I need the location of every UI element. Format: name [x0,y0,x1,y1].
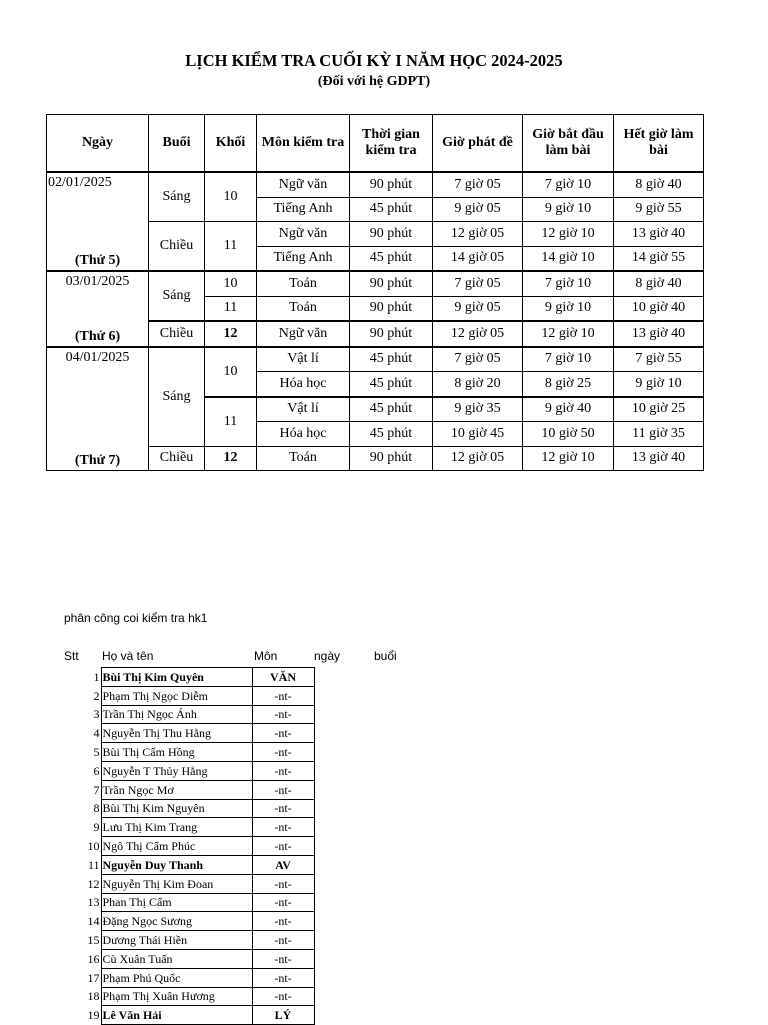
release-cell: 10 giờ 45 [433,422,523,447]
staff-subject: -nt- [252,761,314,780]
grade-cell: 11 [205,296,257,321]
end-cell: 13 giờ 40 [614,446,704,471]
staff-name: Trần Thị Ngọc Ánh [101,705,252,724]
header-cell: Buổi [149,115,205,173]
header-cell: Khối [205,115,257,173]
staff-row [60,931,314,950]
assignment-title: phân công coi kiểm tra hk1 [64,611,208,625]
end-cell: 8 giờ 40 [614,271,704,296]
end-cell: 7 giờ 55 [614,347,704,372]
subject-cell: Toán [257,296,350,321]
duration-cell: 90 phút [350,296,433,321]
header-cell: Ngày [47,115,149,173]
grade-cell: 10 [205,271,257,296]
day-date: 02/01/2025 [48,175,112,190]
staff-subject: -nt- [252,931,314,950]
release-cell: 9 giờ 35 [433,397,523,422]
release-cell: 9 giờ 05 [433,197,523,222]
staff-subject: LÝ [252,1006,314,1025]
staff-row [60,968,314,987]
header-cell: Hết giờ làm bài [614,115,704,173]
staff-row [60,668,314,687]
end-cell: 10 giờ 40 [614,296,704,321]
start-cell: 7 giờ 10 [523,271,614,296]
session-cell: Chiều [149,222,205,272]
header-cell: Giờ bắt đầu làm bài [523,115,614,173]
staff-row [60,818,314,837]
duration-cell: 45 phút [350,397,433,422]
grade-cell: 10 [205,172,257,222]
start-cell: 7 giờ 10 [523,347,614,372]
grade-cell: 11 [205,222,257,272]
staff-number: 19 [87,1008,100,1023]
staff-subject: AV [252,855,314,874]
session-column-header: buổi [374,649,397,663]
day-weekday: (Thứ 7) [74,453,121,468]
exam-schedule-table [46,114,704,471]
staff-number: 4 [93,726,100,741]
subject-cell: Ngữ văn [257,172,350,197]
start-cell: 10 giờ 50 [523,422,614,447]
table-row [47,172,704,197]
subject-cell: Ngữ văn [257,321,350,347]
staff-subject: -nt- [252,705,314,724]
staff-name: Trần Ngọc Mơ [101,780,252,799]
staff-row [60,987,314,1006]
release-cell: 9 giờ 05 [433,296,523,321]
subject-cell: Vật lí [257,347,350,372]
duration-cell: 90 phút [350,321,433,347]
start-cell: 12 giờ 10 [523,222,614,247]
staff-subject: VĂN [252,668,314,687]
day-cell [47,172,149,271]
grade-cell: 11 [205,397,257,447]
staff-name: Dương Thái Hiền [101,931,252,950]
end-cell: 13 giờ 40 [614,321,704,347]
staff-row [60,761,314,780]
staff-name: Nguyễn T Thủy Hằng [101,761,252,780]
duration-cell: 45 phút [350,246,433,271]
table-row [47,271,704,296]
staff-number: 12 [87,876,100,891]
start-cell: 7 giờ 10 [523,172,614,197]
session-cell: Chiều [149,321,205,347]
staff-name: Nguyễn Thị Thu Hằng [101,724,252,743]
document-title: LỊCH KIỂM TRA CUỐI KỲ I NĂM HỌC 2024-2025 [185,51,563,70]
duration-cell: 45 phút [350,372,433,397]
staff-name: Nguyễn Thị Kim Đoan [101,874,252,893]
staff-row [60,705,314,724]
staff-name: Phan Thị Cẩm [101,893,252,912]
subject-column-header: Môn [254,649,278,663]
subject-cell: Hóa học [257,422,350,447]
staff-number: 1 [93,669,100,684]
staff-subject: -nt- [252,949,314,968]
staff-row [60,743,314,762]
staff-row [60,912,314,931]
grade-cell: 12 [205,446,257,471]
day-weekday: (Thứ 5) [74,253,121,268]
subject-cell: Hóa học [257,372,350,397]
duration-cell: 45 phút [350,197,433,222]
table-row [47,347,704,372]
subject-cell: Toán [257,271,350,296]
subject-cell: Ngữ văn [257,222,350,247]
staff-name: Bùi Thị Kim Quyên [101,668,252,687]
staff-subject: -nt- [252,724,314,743]
end-cell: 14 giờ 55 [614,246,704,271]
grade-cell: 10 [205,347,257,397]
release-cell: 7 giờ 05 [433,347,523,372]
staff-subject: -nt- [252,743,314,762]
staff-name: Đặng Ngọc Sương [101,912,252,931]
staff-name: Bùi Thị Cẩm Hồng [101,743,252,762]
staff-name: Ngô Thị Cẩm Phúc [101,837,252,856]
day-weekday: (Thứ 6) [74,328,121,344]
duration-cell: 45 phút [350,422,433,447]
staff-number: 11 [87,857,100,872]
staff-number: 3 [93,707,100,722]
start-cell: 8 giờ 25 [523,372,614,397]
duration-cell: 90 phút [350,271,433,296]
start-cell: 12 giờ 10 [523,446,614,471]
staff-number: 17 [87,970,100,985]
start-cell: 9 giờ 40 [523,397,614,422]
date-column-header: ngày [314,649,341,663]
release-cell: 12 giờ 05 [433,446,523,471]
staff-row [60,949,314,968]
session-cell: Sáng [149,172,205,222]
stt-column-header: Stt [64,649,79,663]
header-cell: Giờ phát đề [433,115,523,173]
staff-subject: -nt- [252,686,314,705]
staff-name: Nguyễn Duy Thanh [101,855,252,874]
staff-number: 16 [87,951,100,966]
header-row [47,115,704,173]
day-date: 03/01/2025 [65,274,130,289]
end-cell: 9 giờ 10 [614,372,704,397]
staff-name: Cù Xuân Tuấn [101,949,252,968]
staff-number: 8 [93,801,100,816]
staff-number: 18 [87,989,100,1004]
duration-cell: 90 phút [350,172,433,197]
release-cell: 7 giờ 05 [433,271,523,296]
staff-number: 13 [87,895,100,910]
staff-number: 6 [93,763,100,778]
staff-number: 2 [93,688,100,703]
subject-cell: Tiếng Anh [257,197,350,222]
start-cell: 12 giờ 10 [523,321,614,347]
header-cell: Môn kiểm tra [257,115,350,173]
staff-name: Phạm Phú Quốc [101,968,252,987]
subject-cell: Vật lí [257,397,350,422]
staff-row [60,686,314,705]
day-cell [47,271,149,347]
release-cell: 8 giờ 20 [433,372,523,397]
subject-cell: Toán [257,446,350,471]
staff-subject: -nt- [252,799,314,818]
staff-subject: -nt- [252,893,314,912]
duration-cell: 90 phút [350,222,433,247]
grade-cell: 12 [205,321,257,347]
staff-number: 15 [87,933,100,948]
end-cell: 11 giờ 35 [614,422,704,447]
staff-row [60,1006,314,1025]
staff-subject: -nt- [252,987,314,1006]
start-cell: 9 giờ 10 [523,296,614,321]
staff-name: Lê Văn Hải [101,1006,252,1025]
staff-number: 14 [87,914,100,929]
staff-name: Phạm Thị Ngọc Diễm [101,686,252,705]
day-date: 04/01/2025 [65,349,130,365]
staff-row [60,893,314,912]
subject-cell: Tiếng Anh [257,246,350,271]
duration-cell: 45 phút [350,347,433,372]
staff-name: Phạm Thị Xuân Hương [101,987,252,1006]
day-cell [47,347,149,471]
proctor-assignment-table [60,667,315,1025]
staff-row [60,855,314,874]
start-cell: 14 giờ 10 [523,246,614,271]
name-column-header: Họ và tên [102,649,154,663]
release-cell: 14 giờ 05 [433,246,523,271]
session-cell: Sáng [149,271,205,321]
staff-row [60,724,314,743]
end-cell: 8 giờ 40 [614,172,704,197]
staff-row [60,837,314,856]
duration-cell: 90 phút [350,446,433,471]
staff-subject: -nt- [252,874,314,893]
staff-number: 5 [93,745,100,760]
staff-name: Bùi Thị Kim Nguyên [101,799,252,818]
end-cell: 10 giờ 25 [614,397,704,422]
staff-subject: -nt- [252,780,314,799]
staff-row [60,874,314,893]
start-cell: 9 giờ 10 [523,197,614,222]
staff-name: Lưu Thị Kim Trang [101,818,252,837]
staff-subject: -nt- [252,818,314,837]
staff-number: 10 [87,839,100,854]
staff-row [60,780,314,799]
staff-subject: -nt- [252,968,314,987]
document-subtitle: (Đối với hệ GDPT) [317,74,431,89]
header-cell: Thời gian kiểm tra [350,115,433,173]
session-cell: Sáng [149,347,205,447]
staff-number: 9 [93,820,100,835]
staff-subject: -nt- [252,912,314,931]
end-cell: 9 giờ 55 [614,197,704,222]
staff-row [60,799,314,818]
release-cell: 12 giờ 05 [433,321,523,347]
staff-number: 7 [93,782,100,797]
release-cell: 7 giờ 05 [433,172,523,197]
end-cell: 13 giờ 40 [614,222,704,247]
release-cell: 12 giờ 05 [433,222,523,247]
session-cell: Chiều [149,446,205,471]
staff-subject: -nt- [252,837,314,856]
